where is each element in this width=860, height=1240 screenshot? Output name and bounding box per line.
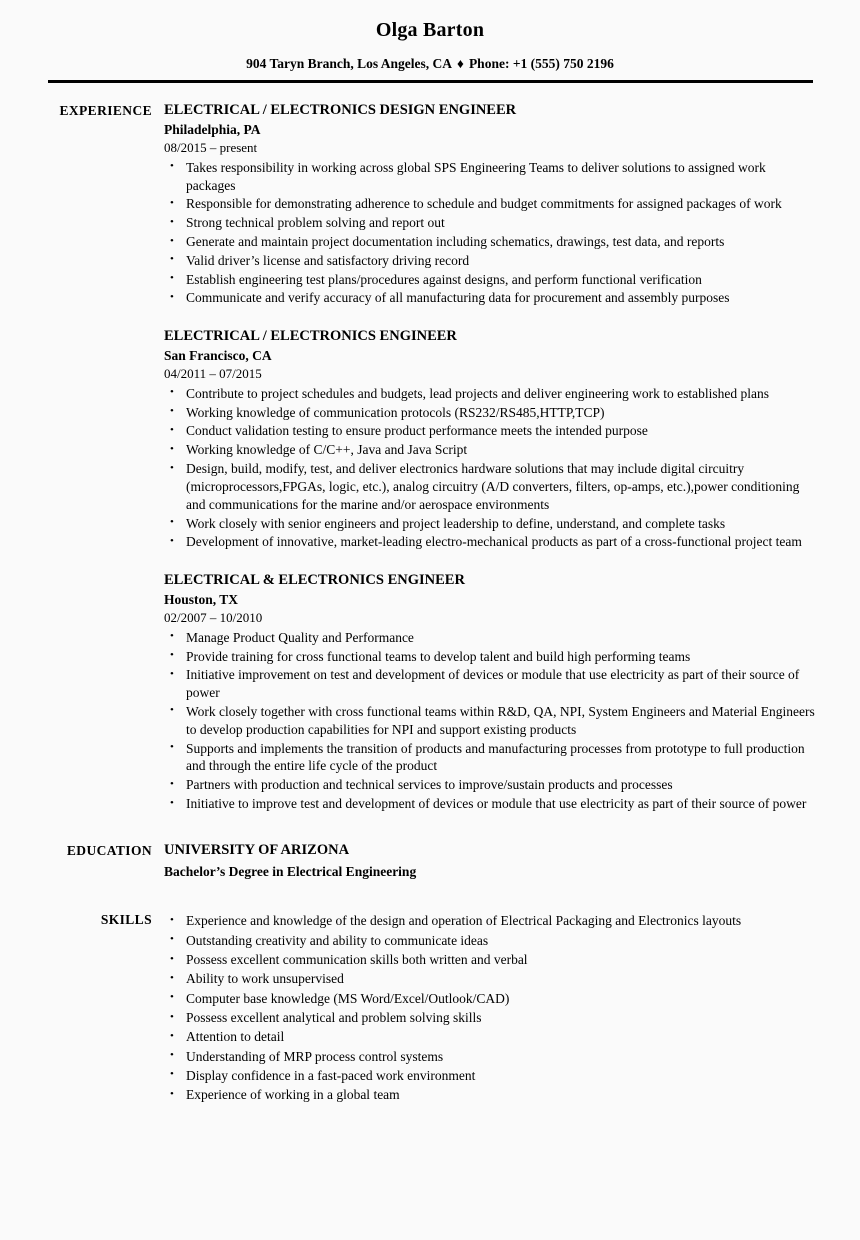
skill-bullet: • Experience of working in a global team	[164, 1086, 815, 1104]
skills-bullet-list	[164, 912, 815, 1104]
job-bullet: • Supports and implements the transition of products and manufacturing processes from prototype to full production and through the entire life cycle of the product	[164, 740, 815, 776]
job-bullet-list	[164, 629, 815, 813]
contact-address: 904 Taryn Branch, Los Angeles, CA	[246, 56, 453, 71]
job-bullet: • Establish engineering test plans/procedures against designs, and perform functional verification	[164, 271, 815, 289]
skill-bullet: • Ability to work unsupervised	[164, 970, 815, 988]
job-location: Houston, TX	[164, 592, 239, 608]
job-dates: 04/2011 – 07/2015	[164, 365, 262, 381]
job-bullet: • Manage Product Quality and Performance	[164, 629, 815, 647]
education-entry	[164, 841, 815, 881]
skills-section-label: SKILLS	[100, 912, 152, 928]
job-bullet: • Strong technical problem solving and report out	[164, 214, 815, 232]
education-section	[0, 841, 860, 881]
education-school: UNIVERSITY OF ARIZONA	[164, 841, 350, 858]
job-bullet: • Valid driver’s license and satisfactory driving record	[164, 252, 815, 270]
resume-header	[0, 0, 860, 83]
skill-bullet: • Display confidence in a fast-paced work environment	[164, 1067, 815, 1085]
job-location: Philadelphia, PA	[164, 122, 261, 138]
skill-bullet: • Possess excellent analytical and problem solving skills	[164, 1009, 815, 1027]
candidate-name: Olga Barton	[375, 19, 485, 41]
job-bullet: • Generate and maintain project documentation including schematics, drawings, test data, and reports	[164, 233, 815, 251]
job-bullet-list	[164, 159, 815, 308]
skill-bullet: • Computer base knowledge (MS Word/Excel/Outlook/CAD)	[164, 990, 815, 1008]
job-title: ELECTRICAL & ELECTRONICS ENGINEER	[164, 572, 465, 589]
skills-entries	[152, 910, 860, 1104]
job-bullet: • Communicate and verify accuracy of all manufacturing data for procurement and assembly purposes	[164, 289, 815, 307]
job-bullet: • Conduct validation testing to ensure product performance meets the intended purpose	[164, 422, 815, 440]
job-dates: 08/2015 – present	[164, 139, 258, 155]
contact-line	[0, 56, 860, 72]
experience-entry	[164, 101, 815, 307]
education-degree: Bachelor’s Degree in Electrical Engineering	[164, 863, 417, 879]
experience-section	[0, 101, 860, 813]
job-bullet: • Work closely together with cross functional teams within R&D, QA, NPI, System Engineers and Material Engineers to develop production capabilities for NPI and support existing products	[164, 703, 815, 739]
header-divider	[48, 80, 813, 83]
job-bullet: • Work closely with senior engineers and project leadership to define, understand, and complete tasks	[164, 515, 815, 533]
experience-entry	[164, 571, 815, 813]
job-location: San Francisco, CA	[164, 348, 272, 364]
job-bullet: • Initiative improvement on test and development of devices or module that use electricity as part of their source of power	[164, 666, 815, 702]
skill-bullet: • Possess excellent communication skills both written and verbal	[164, 951, 815, 969]
diamond-separator-icon: ♦	[457, 56, 464, 71]
skill-bullet: • Understanding of MRP process control systems	[164, 1048, 815, 1066]
job-bullet: • Working knowledge of communication protocols (RS232/RS485,HTTP,TCP)	[164, 404, 815, 422]
education-entries	[152, 841, 860, 881]
skill-bullet: • Experience and knowledge of the design and operation of Electrical Packaging and Electronics layouts	[164, 912, 815, 930]
skills-section	[0, 910, 860, 1104]
job-title: ELECTRICAL / ELECTRONICS ENGINEER	[164, 328, 457, 345]
job-bullet: • Development of innovative, market-leading electro-mechanical products as part of a cross-functional project team	[164, 533, 815, 551]
skill-bullet: • Attention to detail	[164, 1028, 815, 1046]
contact-phone: Phone: +1 (555) 750 2196	[468, 56, 614, 71]
job-bullet: • Working knowledge of C/C++, Java and Java Script	[164, 441, 815, 459]
job-bullet: • Design, build, modify, test, and deliver electronics hardware solutions that may include digital circuitry (microprocessors,FPGAs, logic, etc.), analog circuitry (A/D converters, filters, op-amps, etc.),power conditioning and communications for the marine and/or aerospace environments	[164, 460, 815, 513]
job-dates: 02/2007 – 10/2010	[164, 609, 263, 625]
skill-bullet: • Outstanding creativity and ability to communicate ideas	[164, 932, 815, 950]
experience-entries	[152, 101, 860, 813]
job-bullet: • Takes responsibility in working across global SPS Engineering Teams to deliver solutions to assigned work packages	[164, 159, 815, 195]
experience-section-label: EXPERIENCE	[59, 103, 152, 119]
job-bullet: • Partners with production and technical services to improve/sustain products and processes	[164, 776, 815, 794]
job-bullet: • Contribute to project schedules and budgets, lead projects and deliver engineering work to established plans	[164, 385, 815, 403]
job-bullet: • Responsible for demonstrating adherence to schedule and budget commitments for assigned packages of work	[164, 195, 815, 213]
job-bullet-list	[164, 385, 815, 551]
job-bullet: • Provide training for cross functional teams to develop talent and build high performing teams	[164, 648, 815, 666]
job-title: ELECTRICAL / ELECTRONICS DESIGN ENGINEER	[164, 102, 517, 119]
education-section-label: EDUCATION	[66, 842, 152, 858]
job-bullet: • Initiative to improve test and development of devices or module that use electricity as part of their source of power	[164, 795, 815, 813]
experience-entry	[164, 327, 815, 551]
